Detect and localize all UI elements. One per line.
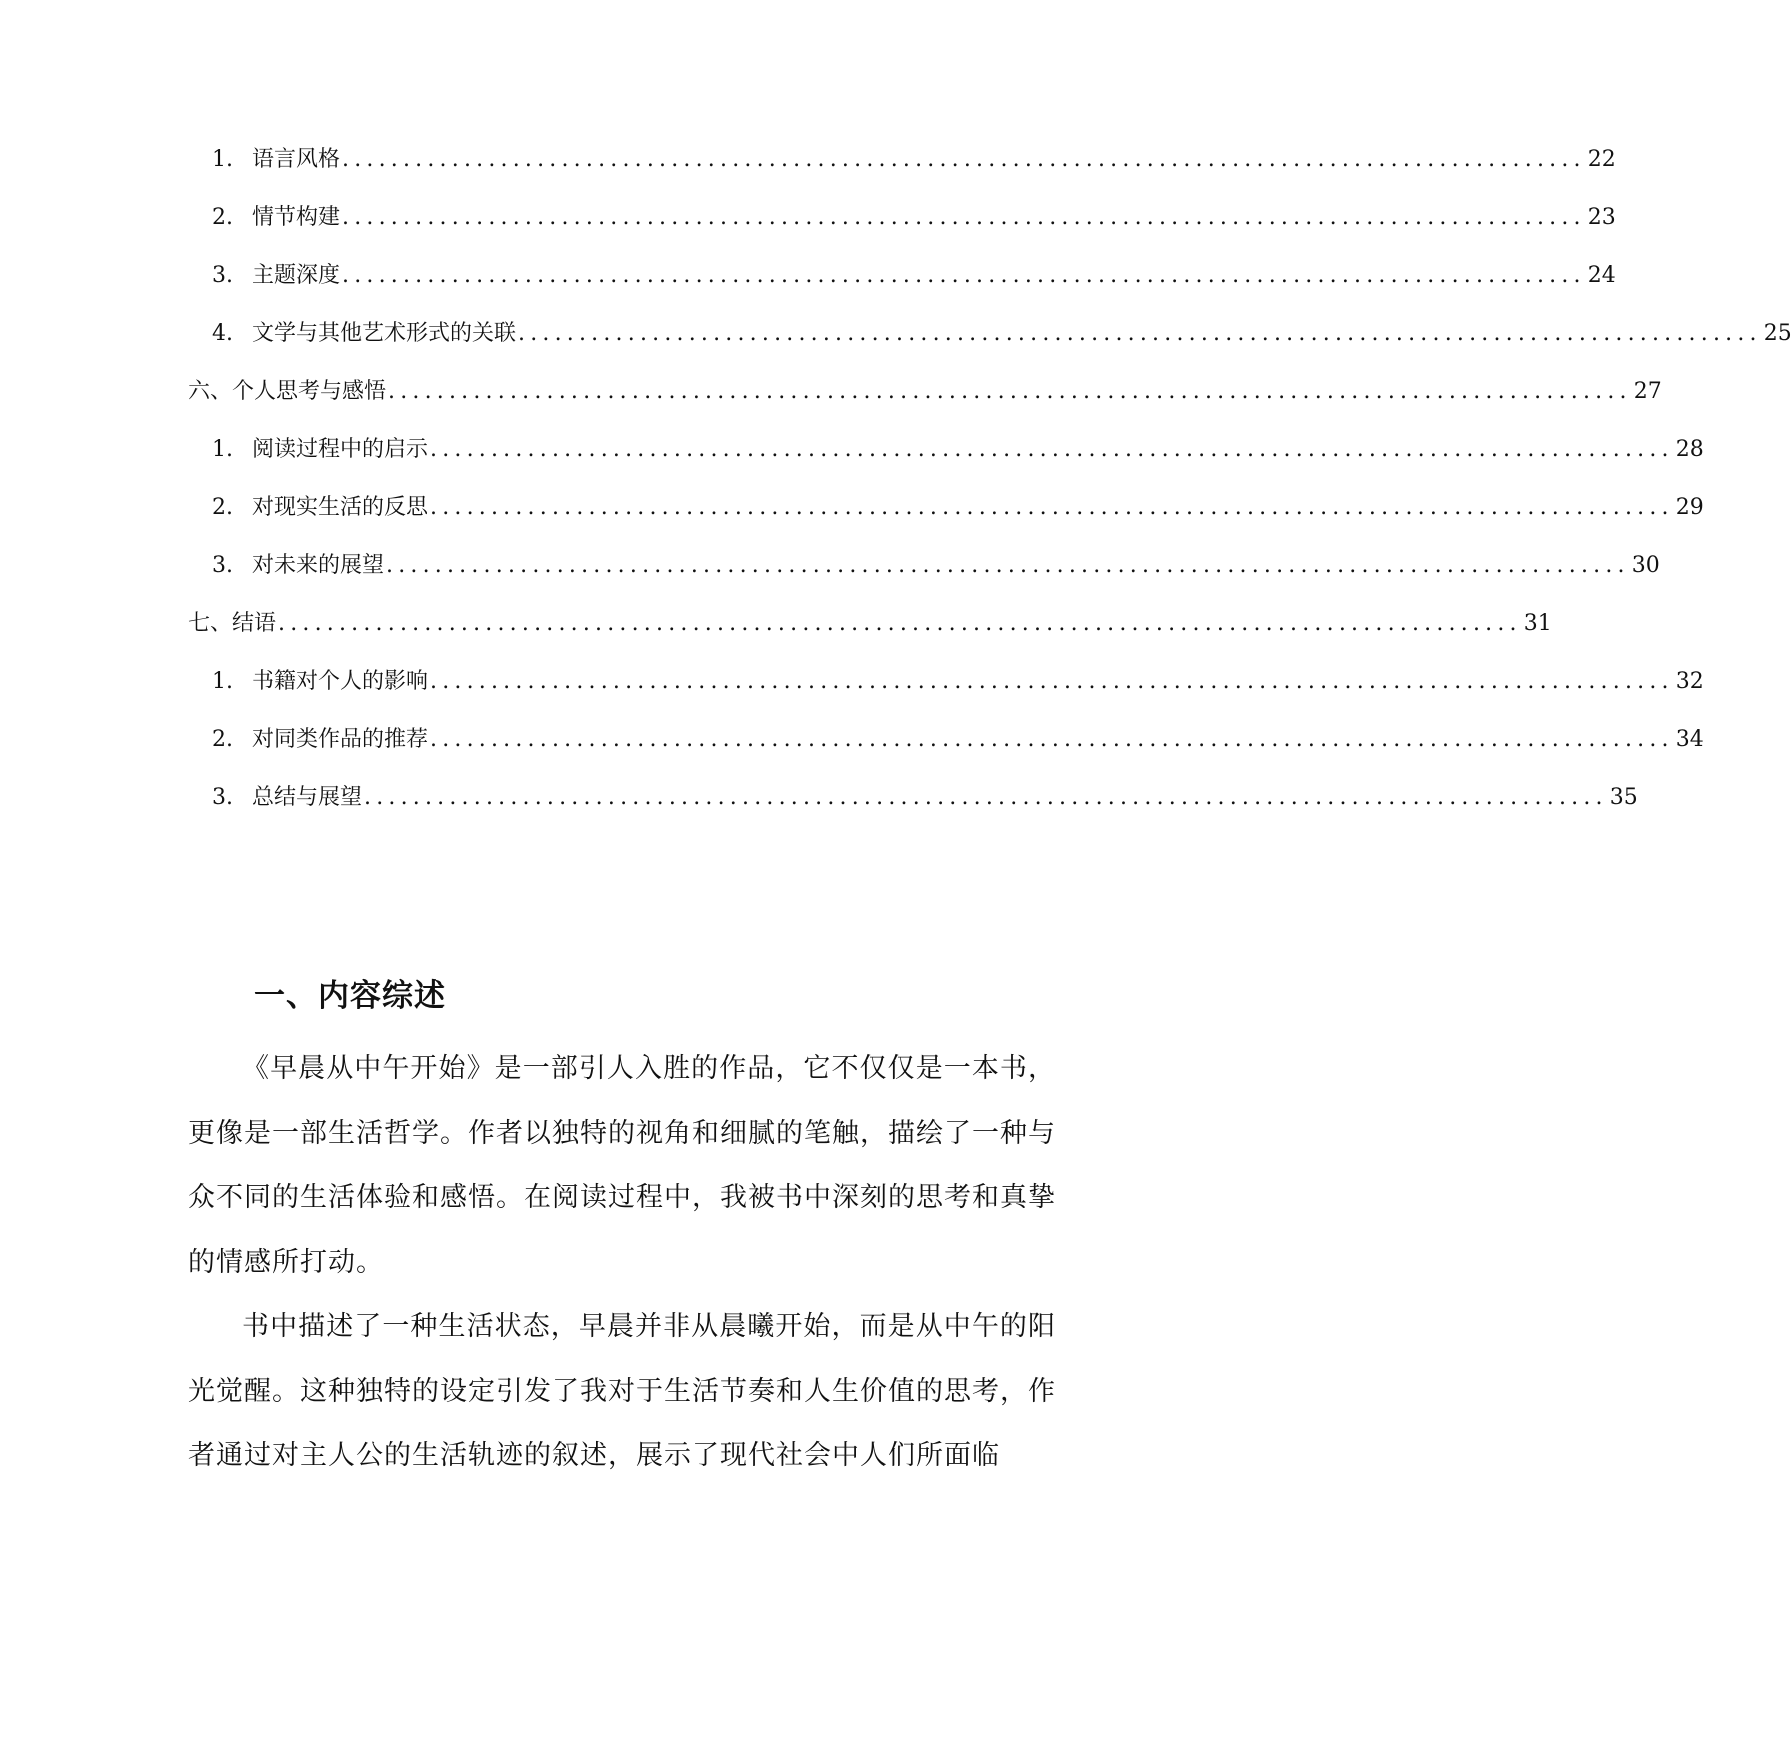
- toc-entry-label: 语言风格: [252, 147, 341, 172]
- toc-entry-label: 六、个人思考与感悟: [188, 379, 387, 404]
- toc-entry-label: 阅读过程中的启示: [252, 437, 429, 462]
- toc-entry-number: 4.: [212, 321, 233, 346]
- toc-entry-number: 3.: [212, 785, 233, 810]
- toc-entry-page: 31: [1523, 611, 1552, 636]
- toc-entry-page: 28: [1675, 437, 1704, 462]
- toc-entry-page: 29: [1675, 495, 1704, 520]
- toc-entry[interactable]: [212, 261, 1616, 291]
- toc-entry-label: 文学与其他艺术形式的关联: [252, 321, 517, 346]
- toc-entry-number: 3.: [212, 263, 233, 288]
- toc-entry-label: 书籍对个人的影响: [252, 669, 429, 694]
- toc-entry-page: 22: [1587, 147, 1616, 172]
- toc-dot-leader: ......................................................................................................: [430, 495, 1674, 520]
- section-body: [188, 1037, 1056, 1489]
- toc-entry[interactable]: [212, 145, 1616, 175]
- section-heading: 一、内容综述: [254, 977, 446, 1014]
- toc-entry[interactable]: [212, 493, 1704, 523]
- toc-entry[interactable]: [212, 667, 1704, 697]
- toc-entry-page: 24: [1587, 263, 1616, 288]
- toc-dot-leader: ......................................................................................................: [430, 669, 1674, 694]
- toc-entry-label: 总结与展望: [252, 785, 363, 810]
- toc-dot-leader: ......................................................................................................: [342, 263, 1586, 288]
- toc-entry-page: 32: [1675, 669, 1704, 694]
- body-paragraph: 书中描述了一种生活状态，早晨并非从晨曦开始，而是从中午的阳光觉醒。这种独特的设定引发了我对于生活节奏和人生价值的思考，作者通过对主人公的生活轨迹的叙述，展示了现代社会中人们所面临: [188, 1311, 1056, 1471]
- toc-entry-label: 主题深度: [252, 263, 341, 288]
- toc-entry-page: 23: [1587, 205, 1616, 230]
- toc-entry-page: 30: [1631, 553, 1660, 578]
- toc-chapter-entry[interactable]: [188, 377, 1662, 407]
- toc-dot-leader: ......................................................................................................: [518, 321, 1762, 346]
- toc-chapter-entry[interactable]: [188, 609, 1552, 639]
- toc-entry-page: 34: [1675, 727, 1704, 752]
- toc-entry-label: 对现实生活的反思: [252, 495, 429, 520]
- toc-dot-leader: ......................................................................................................: [430, 727, 1674, 752]
- toc-entry-number: 1.: [212, 147, 233, 172]
- toc-entry-number: 2.: [212, 495, 233, 520]
- toc-dot-leader: ......................................................................................................: [342, 147, 1586, 172]
- toc-entry-number: 2.: [212, 205, 233, 230]
- toc-entry-label: 情节构建: [252, 205, 341, 230]
- toc-entry-number: 1.: [212, 437, 233, 462]
- toc-entry[interactable]: [212, 725, 1704, 755]
- toc-entry-page: 27: [1633, 379, 1662, 404]
- toc-dot-leader: ......................................................................................................: [430, 437, 1674, 462]
- toc-dot-leader: ......................................................................................................: [364, 785, 1608, 810]
- toc-entry-page: 25: [1763, 321, 1792, 346]
- toc-entry[interactable]: [212, 783, 1638, 813]
- toc-entry-number: 3.: [212, 553, 233, 578]
- toc-entry[interactable]: [212, 551, 1660, 581]
- toc-dot-leader: ......................................................................................................: [278, 611, 1522, 636]
- toc-entry[interactable]: [212, 203, 1616, 233]
- toc-entry-label: 对未来的展望: [252, 553, 385, 578]
- toc-dot-leader: ......................................................................................................: [342, 205, 1586, 230]
- toc-entry-label: 对同类作品的推荐: [252, 727, 429, 752]
- toc-entry[interactable]: [212, 319, 1792, 349]
- toc-entry-number: 2.: [212, 727, 233, 752]
- toc-dot-leader: ......................................................................................................: [386, 553, 1630, 578]
- toc-entry[interactable]: [212, 435, 1704, 465]
- body-paragraph: 《早晨从中午开始》是一部引人入胜的作品，它不仅仅是一本书，更像是一部生活哲学。作者以独特的视角和细腻的笔触，描绘了一种与众不同的生活体验和感悟。在阅读过程中，我被书中深刻的思考和真挚的情感所打动。: [188, 1053, 1056, 1278]
- toc-dot-leader: ......................................................................................................: [388, 379, 1632, 404]
- toc-entry-label: 七、结语: [188, 611, 277, 636]
- toc-entry-number: 1.: [212, 669, 233, 694]
- toc-entry-page: 35: [1609, 785, 1638, 810]
